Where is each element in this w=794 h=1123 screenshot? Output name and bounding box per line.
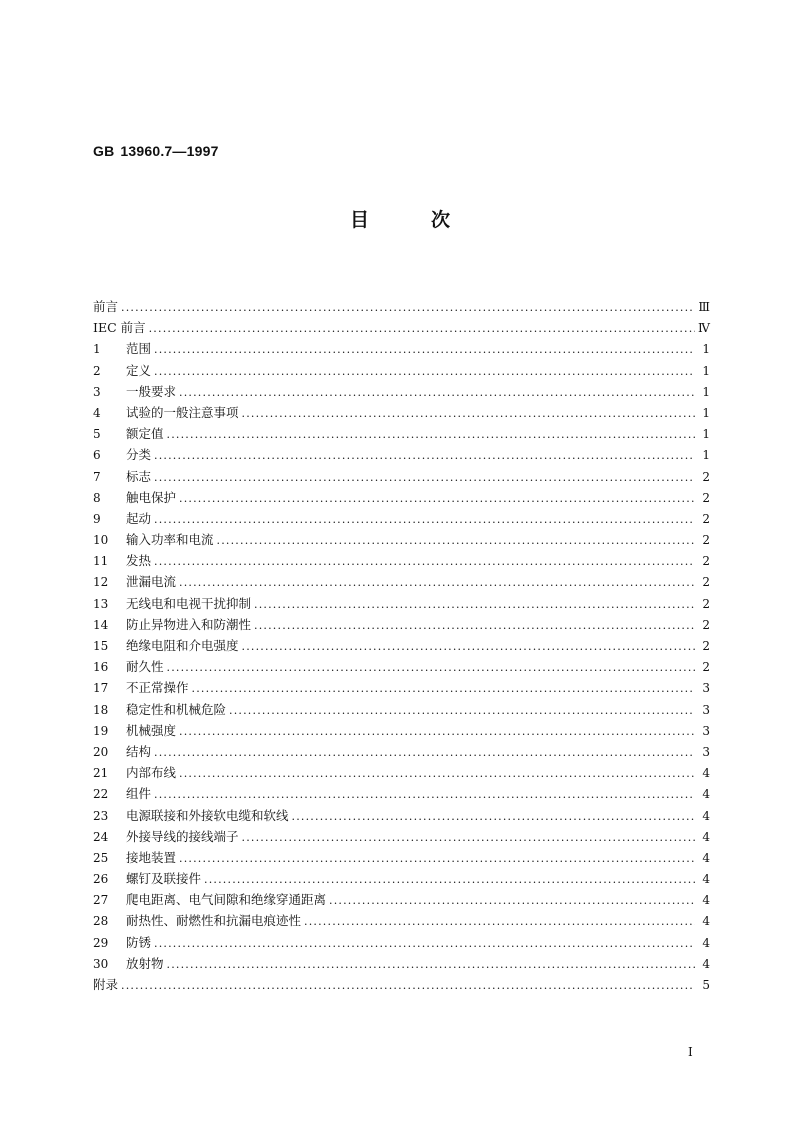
toc-entry [93, 444, 710, 465]
toc-entry [93, 974, 710, 995]
dot-leader [179, 382, 695, 403]
dot-leader [167, 954, 695, 975]
dot-leader [217, 530, 695, 551]
dot-leader [254, 615, 695, 636]
toc-entry-page: 4 [702, 872, 710, 887]
toc-entry-page: Ⅲ [698, 300, 710, 314]
toc-entry-page: 4 [702, 808, 710, 823]
toc-entry-number: 27 [93, 893, 109, 908]
toc-entry-label: 起动 [126, 510, 152, 526]
toc-entry-page: 1 [702, 427, 710, 442]
toc-entry-label: 耐热性、耐燃性和抗漏电痕迹性 [126, 913, 302, 929]
dot-leader [329, 890, 695, 911]
toc-entry-number: 3 [93, 384, 101, 399]
toc-entry [93, 402, 710, 423]
toc-entry-number: 25 [93, 850, 109, 865]
toc-entry-page: 1 [702, 384, 710, 399]
dot-leader [242, 403, 695, 424]
dot-leader [154, 445, 695, 466]
toc-entry-page: 2 [702, 575, 710, 590]
toc-entry-label: 触电保护 [126, 489, 177, 505]
toc-entry-page: 4 [702, 956, 710, 971]
toc-entry-page: 2 [702, 639, 710, 653]
toc-entry-label: 附录 [93, 977, 119, 992]
toc-entry [93, 889, 710, 910]
toc-entry-page: 4 [702, 766, 710, 781]
toc-entry-label: 发热 [126, 553, 152, 569]
toc-entry-number: 24 [93, 829, 109, 844]
toc-entry-label: 外接导线的接线端子 [126, 828, 239, 844]
toc-entry-page: 3 [702, 702, 710, 717]
toc-entry [93, 571, 710, 592]
toc-entry-label: 结构 [126, 743, 152, 759]
toc-entry-number: 15 [93, 639, 109, 653]
toc-entry-label: IEC 前言 [93, 320, 146, 336]
dot-leader [154, 784, 695, 805]
toc-entry-page: 2 [702, 596, 710, 611]
standard-code: GB [93, 143, 115, 159]
toc-entry-number: 30 [93, 956, 109, 971]
toc-entry-number: 13 [93, 596, 109, 611]
toc-entry-page: 4 [702, 935, 710, 950]
dot-leader [179, 721, 695, 742]
dot-leader [304, 911, 695, 932]
toc-entry [93, 847, 710, 868]
toc-entry-label: 放射物 [126, 955, 164, 971]
toc-entry-page: 3 [702, 723, 710, 738]
toc-entry [93, 487, 710, 508]
standard-number: 13960.7—1997 [120, 143, 219, 159]
toc-entry-label: 耐久性 [126, 659, 164, 675]
toc-entry-number: 4 [93, 405, 101, 420]
toc-entry-page: 1 [702, 342, 710, 357]
toc-entry [93, 423, 710, 444]
dot-leader [154, 339, 695, 360]
document-header [93, 143, 219, 159]
toc-entry-number: 17 [93, 681, 109, 696]
page-number: I [688, 1045, 693, 1059]
dot-leader [179, 572, 695, 593]
toc-entry-label: 稳定性和机械危险 [126, 701, 227, 717]
toc-entry-number: 10 [93, 533, 109, 548]
toc-entry-page: 4 [702, 787, 710, 802]
toc-entry-label: 无线电和电视干扰抑制 [126, 595, 252, 611]
toc-entry-number: 5 [93, 427, 101, 442]
toc-entry-page: 5 [702, 978, 710, 992]
toc-entry-number: 11 [93, 554, 109, 569]
toc-entry-label: 范围 [126, 341, 152, 357]
toc-entry-label: 防锈 [126, 934, 152, 950]
toc-entry-page: 1 [702, 448, 710, 463]
dot-leader [154, 551, 695, 572]
toc-entry-label: 接地装置 [126, 849, 177, 865]
toc-entry-number: 22 [93, 787, 109, 802]
toc-entry [93, 529, 710, 550]
toc-entry-label: 额定值 [126, 426, 164, 442]
toc-entry-page: 2 [702, 490, 710, 505]
toc-entry-page: 1 [702, 363, 710, 378]
toc-entry-label: 螺钉及联接件 [126, 871, 202, 887]
toc-entry-page: 2 [702, 533, 710, 548]
dot-leader [121, 297, 695, 318]
dot-leader [179, 763, 695, 784]
toc-entry-number: 20 [93, 744, 109, 759]
toc-entry-label: 标志 [126, 468, 152, 484]
dot-leader [154, 509, 695, 530]
dot-leader [154, 742, 695, 763]
toc-entry [93, 762, 710, 783]
toc-entry-page: 3 [702, 681, 710, 696]
dot-leader [242, 636, 695, 657]
toc-entry [93, 677, 710, 698]
toc-entry-number: 18 [93, 702, 109, 717]
toc-entry-label: 泄漏电流 [126, 574, 177, 590]
toc-entry [93, 953, 710, 974]
toc-entry-number: 14 [93, 617, 109, 632]
dot-leader [121, 975, 695, 996]
toc-entry [93, 783, 710, 804]
dot-leader [292, 806, 695, 827]
dot-leader [154, 467, 695, 488]
toc-entry [93, 317, 710, 338]
toc-entry-page: 4 [702, 914, 710, 929]
toc-entry-label: 机械强度 [126, 722, 177, 738]
toc-entry-number: 9 [93, 511, 101, 526]
dot-leader [254, 594, 695, 615]
toc-entry-page: 4 [702, 850, 710, 865]
toc-entry-label: 防止异物进入和防潮性 [126, 616, 252, 632]
toc-entry-page: 1 [702, 405, 710, 420]
toc-entry-label: 前言 [93, 299, 119, 314]
toc-entry-number: 8 [93, 490, 101, 505]
toc-entry [93, 338, 710, 359]
toc-entry [93, 699, 710, 720]
toc-entry [93, 741, 710, 762]
toc-entry-number: 12 [93, 575, 109, 590]
table-of-contents [93, 296, 710, 995]
toc-entry-number: 26 [93, 872, 109, 887]
toc-entry-page: 2 [702, 469, 710, 484]
dot-leader [154, 933, 695, 954]
dot-leader [179, 848, 695, 869]
toc-entry-label: 爬电距离、电气间隙和绝缘穿通距离 [126, 892, 327, 908]
toc-entry [93, 593, 710, 614]
toc-entry-label: 一般要求 [126, 383, 177, 399]
toc-entry-number: 23 [93, 808, 109, 823]
toc-entry-number: 7 [93, 469, 101, 484]
toc-entry [93, 508, 710, 529]
toc-entry-number: 21 [93, 766, 109, 781]
toc-entry [93, 614, 710, 635]
toc-entry-label: 试验的一般注意事项 [126, 404, 239, 420]
toc-entry-page: 2 [702, 660, 710, 675]
toc-entry-label: 绝缘电阻和介电强度 [126, 638, 239, 653]
toc-entry-page: 2 [702, 617, 710, 632]
toc-entry-label: 不正常操作 [126, 680, 189, 696]
toc-entry [93, 466, 710, 487]
toc-entry-page: 2 [702, 511, 710, 526]
dot-leader [154, 361, 695, 382]
dot-leader [167, 657, 695, 678]
toc-entry [93, 868, 710, 889]
dot-leader [179, 488, 695, 509]
toc-entry [93, 656, 710, 677]
toc-entry [93, 550, 710, 571]
dot-leader [242, 827, 695, 848]
toc-entry-page: 3 [702, 744, 710, 759]
dot-leader [167, 424, 695, 445]
dot-leader [229, 700, 695, 721]
toc-entry [93, 360, 710, 381]
toc-entry-label: 输入功率和电流 [126, 532, 214, 548]
toc-entry-label: 电源联接和外接软电缆和软线 [126, 807, 289, 823]
toc-entry-number: 2 [93, 363, 101, 378]
toc-entry-label: 组件 [126, 786, 152, 802]
toc-entry [93, 720, 710, 741]
toc-entry-page: 2 [702, 554, 710, 569]
toc-entry-number: 28 [93, 914, 109, 929]
toc-entry [93, 826, 710, 847]
dot-leader [149, 318, 695, 339]
toc-entry-page: 4 [702, 893, 710, 908]
toc-entry [93, 381, 710, 402]
dot-leader [204, 869, 695, 890]
toc-entry-number: 29 [93, 935, 109, 950]
toc-entry [93, 805, 710, 826]
toc-entry-label: 内部布线 [126, 765, 177, 781]
toc-entry-label: 定义 [126, 362, 152, 378]
page-title: 目次 [350, 209, 513, 231]
toc-entry [93, 296, 710, 317]
dot-leader [192, 678, 695, 699]
toc-entry [93, 932, 710, 953]
toc-entry-label: 分类 [126, 447, 152, 463]
toc-entry [93, 910, 710, 931]
toc-entry-number: 19 [93, 723, 109, 738]
toc-entry [93, 635, 710, 656]
toc-entry-page: 4 [702, 829, 710, 844]
toc-entry-number: 1 [93, 342, 101, 357]
toc-entry-number: 16 [93, 660, 109, 675]
toc-entry-page: Ⅳ [698, 321, 710, 336]
toc-entry-number: 6 [93, 448, 101, 463]
